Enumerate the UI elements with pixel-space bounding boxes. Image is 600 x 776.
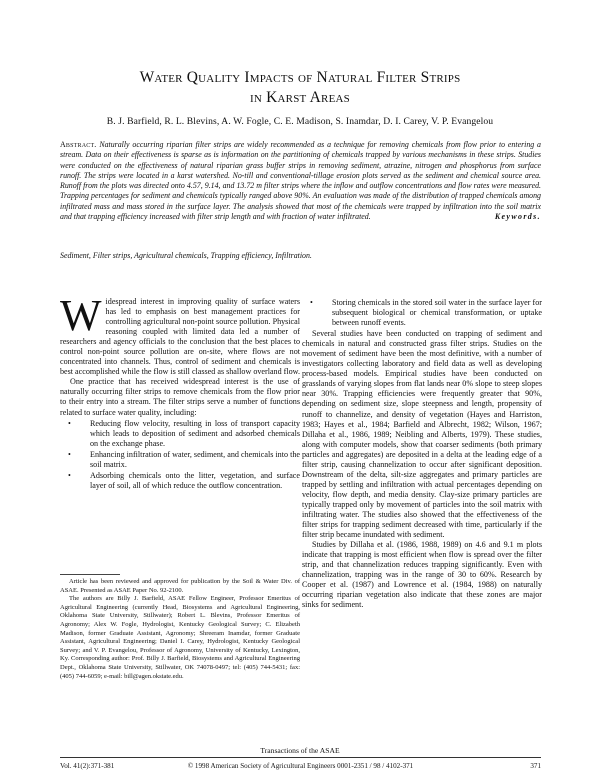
abstract-label: Abstract. xyxy=(60,140,97,149)
drop-cap: W xyxy=(60,291,102,340)
footer-divider xyxy=(60,757,541,758)
left-column xyxy=(60,291,300,492)
function-list xyxy=(60,419,300,491)
keywords: Sediment, Filter strips, Agricultural chemicals, Trapping efficiency, Infiltration. xyxy=(60,251,312,260)
list-item xyxy=(302,298,542,328)
keywords-label: Keywords. xyxy=(494,212,541,222)
footnote-review-note: Article has been reviewed and approved for publication by the Soil & Water Div. of ASAE. Presented as ASAE Paper No. 92-2100. xyxy=(60,578,300,594)
list-item-text: Enhancing infiltration of water, sediment, and chemicals into the soil matrix. xyxy=(90,449,300,469)
volume-info: Vol. 41(2):371-381 xyxy=(60,762,115,770)
intro-paragraph xyxy=(60,291,300,377)
function-list-continued xyxy=(302,298,542,328)
intro-paragraph-text: idespread interest in improving quality of surface waters has led to emphasis on best management practices for controlling agricultural non-point source pollution. Physical reasoning coupled with limited data led a number of researchers and agency officials to the conclusion that the best places to control non-point source pollution are on-site, where flows are not concentrated into channels. Thus, control of sediment and chemicals is best accomplished while the flow is still classed as shallow overland flow. xyxy=(60,297,300,377)
abstract-text: Naturally occurring riparian filter strips are widely recommended as a technique for removing chemicals from flow prior to entering a stream. Data on their effectiveness is sparse as is information on the partitioning of chemicals trapped by various mechanisms in these strips. Studies were conducted on the effectiveness of natural riparian grass buffer strips in removing sediment, atrazine, nitrogen and phosphorus from surface runoff. The strips were located in a karst watershed. No-till and conventional-tillage erosion plots served as the sediment and chemical source area. Runoff from the plots was directed onto 4.57, 9.14, and 13.72 m filter strips where the inflow and outflow concentrations and flow rates were measured. Trapping percentages for sediment and chemicals typically ranged above 90%. An evaluation was made of the distribution of trapped chemicals among infiltrated mass and mass stored in the surface layer. The analysis showed that most of the chemicals were trapped by infiltration into the soil matrix and that trapping efficiency increased with filter strip length and with fraction of water infiltrated. xyxy=(60,140,541,222)
footnote-divider xyxy=(60,574,120,575)
bullet-icon: • xyxy=(310,298,313,307)
bullet-icon: • xyxy=(68,418,71,428)
abstract xyxy=(60,140,541,222)
bullet-icon: • xyxy=(68,449,71,459)
list-item-text: Adsorbing chemicals onto the litter, vegetation, and surface layer of soil, all of which reduce the outflow concentration. xyxy=(90,470,300,490)
author-footnote xyxy=(60,578,300,681)
list-item-text: Storing chemicals in the stored soil water in the surface layer for subsequent biological or chemical transformation, or uptake between runoff events. xyxy=(332,298,542,328)
running-title: Transactions of the ASAE xyxy=(260,746,340,755)
list-item xyxy=(60,471,300,491)
footnote-affiliations: The authors are Billy J. Barfield, ASAE Fellow Engineer, Professor Emeritus of Agricultural Engineering (currently Head, Biosystems and Agricultural Engineering, Oklahoma State University, Stillwater); Robert L. Blevins, Professor Emeritus of Agronomy; Alex W. Fogle, Hydrologist, Kentucky Geological Survey; C. Elizabeth Madison, former Graduate Assistant, Agronomy; Shreeram Inamdar, former Graduate Assistant, Agricultural Engineering; Daniel I. Carey, Hydrologist, Kentucky Geological Survey; and V. P. Evangelou, Professor of Agronomy, University of Kentucky, Lexington, Ky. Corresponding author: Prof. Billy J. Barfield, Biosystems and Agricultural Engineering Dept., Oklahoma State University, Stillwater, OK 74078-0497; tel: (405) 744-5431; fax: (405) 744-6059; e-mail: bill@agen.okstate.edu. xyxy=(60,595,300,680)
list-item-text: Reducing flow velocity, resulting in loss of transport capacity which leads to deposition of sediment and adsorbed chemicals on the exchange phase. xyxy=(90,418,300,448)
title-line-2: in Karst Areas xyxy=(250,89,350,106)
author-list: B. J. Barfield, R. L. Blevins, A. W. Fogle, C. E. Madison, S. Inamdar, D. I. Carey, V. P. Evangelou xyxy=(106,116,494,127)
paper-title xyxy=(40,68,560,108)
sediment-studies-paragraph: Several studies have been conducted on trapping of sediment and chemicals in natural and constructed grass filter strips. Studies on the movement of sediment have been the most definitive, with a number of investigators collecting laboratory and field data as well as developing process-based models. Empirical studies have been conducted on grasslands of varying slopes from flat lands near 0% slope to steep slopes near 30%. Trapping efficiencies were frequently greater that 90%, depending on sediment size, slope steepness and length, propensity of runoff to channelize, and density of vegetation (Hayes and Harriston, 1983; Hayes et al., 1984; Barfield and Albrecht, 1982; Wilson, 1967; Dillaha et al., 1986, 1989; Neibling and Alberts, 1979). These studies, along with computer models, show that coarser sediments (both primary particles and aggregates) are deposited in a delta at the leading edge of a filter strip, causing channelization to occur after significant deposition. Downstream of the delta, silt-size aggregates and primary particles are trapped by settling and infiltration with actual percentages depending on velocity, flow depth, and media density. Clay-size primary particles are typically trapped only by movement of particles into the soil matrix with infiltrating water. The studies also showed that the effectiveness of the filter strips for trapping sediment decreased with time, particularly if the filter strip became inundated with sediment. xyxy=(302,329,542,540)
list-item xyxy=(60,450,300,470)
dillaha-studies-paragraph: Studies by Dillaha et al. (1986, 1988, 1989) on 4.6 and 9.1 m plots indicate that trapping is most efficient when flow is spread over the filter strip, and that channelization reduces trapping significantly. Even with channelization, trapping was in the range of 30 to 60%. Research by Cooper et al. (1987) and Lowrence et al. (1984, 1988) on naturally occurring riparian vegetation also indicate that these zones are major sinks for sediment. xyxy=(302,540,542,610)
list-item xyxy=(60,419,300,449)
title-line-1: Water Quality Impacts of Natural Filter Strips xyxy=(139,69,461,86)
copyright-line: © 1998 American Society of Agricultural Engineers 0001-2351 / 98 / 4102-371 xyxy=(187,762,414,770)
filter-strip-paragraph: One practice that has received widespread interest is the use of naturally occurring filter strips to remove chemicals from the flow prior to their entry into a stream. The filter strips serve a number of functions related to surface water quality, including: xyxy=(60,377,300,417)
page-number: 371 xyxy=(530,762,541,770)
right-column xyxy=(302,297,542,610)
bullet-icon: • xyxy=(68,470,71,480)
